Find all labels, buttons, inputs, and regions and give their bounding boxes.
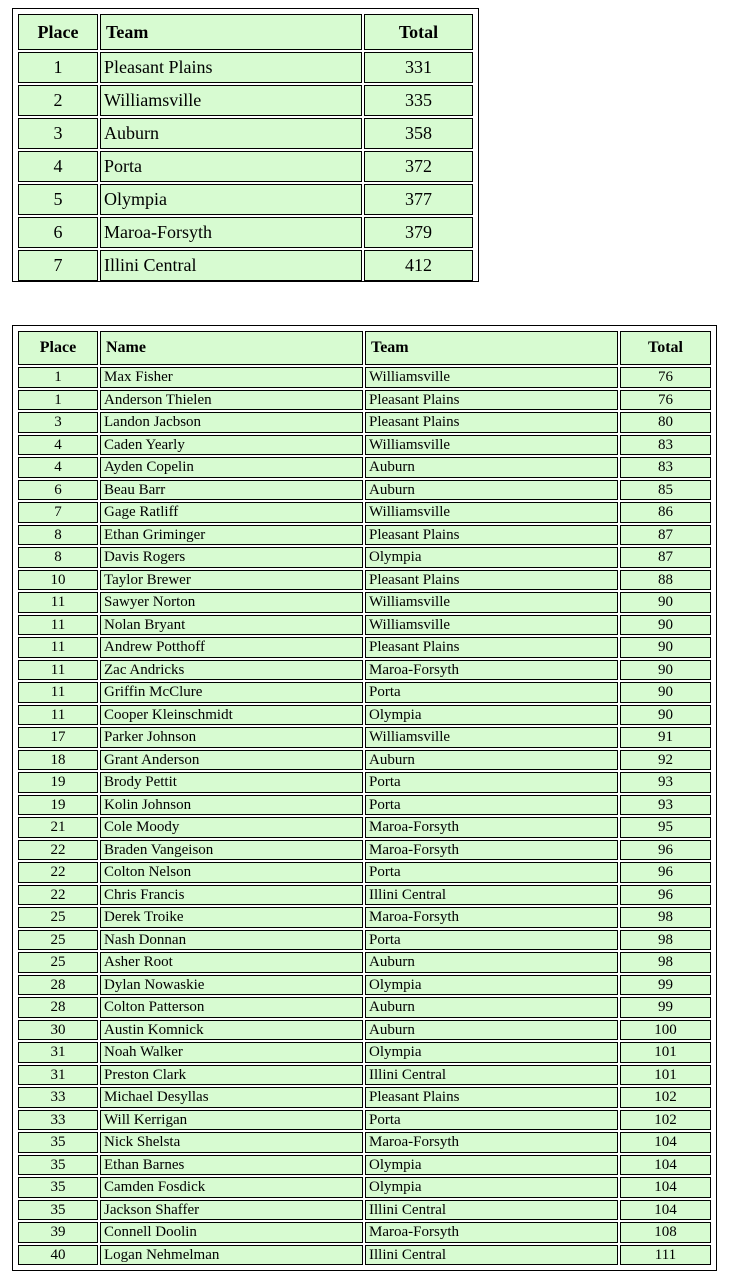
individual-team-cell: Pleasant Plains <box>365 525 618 546</box>
individual-total-cell: 102 <box>620 1087 711 1108</box>
individual-name-cell: Anderson Thielen <box>100 390 363 411</box>
individual-total-cell: 96 <box>620 840 711 861</box>
individual-team-cell: Porta <box>365 862 618 883</box>
individual-place-cell: 33 <box>18 1110 98 1131</box>
individual-name-cell: Caden Yearly <box>100 435 363 456</box>
individual-row <box>18 1065 711 1086</box>
individual-row <box>18 997 711 1018</box>
individual-name-cell: Michael Desyllas <box>100 1087 363 1108</box>
individual-total-cell: 80 <box>620 412 711 433</box>
individual-name-cell: Nash Donnan <box>100 930 363 951</box>
individual-team-cell: Illini Central <box>365 1200 618 1221</box>
individual-name-cell: Davis Rogers <box>100 547 363 568</box>
individual-place-cell: 25 <box>18 952 98 973</box>
individual-row <box>18 660 711 681</box>
individual-total-cell: 86 <box>620 502 711 523</box>
individual-team-cell: Williamsville <box>365 435 618 456</box>
individual-total-cell: 99 <box>620 975 711 996</box>
individual-place-cell: 31 <box>18 1042 98 1063</box>
individual-place-cell: 8 <box>18 525 98 546</box>
individual-total-cell: 87 <box>620 525 711 546</box>
individual-name-cell: Connell Doolin <box>100 1222 363 1243</box>
individual-results-table-frame <box>12 325 717 1271</box>
individual-row <box>18 772 711 793</box>
individual-name-cell: Nick Shelsta <box>100 1132 363 1153</box>
individual-place-cell: 1 <box>18 390 98 411</box>
team-place-cell: 2 <box>18 85 98 116</box>
individual-row <box>18 637 711 658</box>
individual-row <box>18 750 711 771</box>
individual-place-cell: 11 <box>18 682 98 703</box>
individual-name-cell: Dylan Nowaskie <box>100 975 363 996</box>
individual-name-cell: Chris Francis <box>100 885 363 906</box>
individual-place-cell: 28 <box>18 975 98 996</box>
individual-row <box>18 1110 711 1131</box>
individual-name-cell: Max Fisher <box>100 367 363 388</box>
individual-name-cell: Ethan Barnes <box>100 1155 363 1176</box>
individual-name-cell: Zac Andricks <box>100 660 363 681</box>
individual-name-cell: Sawyer Norton <box>100 592 363 613</box>
team-row <box>18 85 473 116</box>
team-total-cell: 412 <box>364 250 473 281</box>
team-row <box>18 52 473 83</box>
individual-total-cell: 96 <box>620 862 711 883</box>
individual-row <box>18 1245 711 1266</box>
individual-place-cell: 22 <box>18 840 98 861</box>
individual-place-cell: 7 <box>18 502 98 523</box>
team-place-cell: 1 <box>18 52 98 83</box>
individual-team-cell: Pleasant Plains <box>365 412 618 433</box>
individual-place-cell: 22 <box>18 862 98 883</box>
individual-team-cell: Olympia <box>365 1042 618 1063</box>
individual-team-cell: Auburn <box>365 750 618 771</box>
individual-total-cell: 76 <box>620 390 711 411</box>
individual-team-cell: Auburn <box>365 997 618 1018</box>
team-results-table-frame <box>12 8 479 282</box>
individual-place-cell: 25 <box>18 907 98 928</box>
individual-name-cell: Brody Pettit <box>100 772 363 793</box>
individual-row <box>18 1020 711 1041</box>
team-row <box>18 151 473 182</box>
individual-team-cell: Porta <box>365 930 618 951</box>
individual-total-cell: 95 <box>620 817 711 838</box>
individual-place-cell: 40 <box>18 1245 98 1266</box>
individual-row <box>18 615 711 636</box>
individual-row <box>18 1200 711 1221</box>
individual-header-total: Total <box>620 331 711 365</box>
individual-total-cell: 93 <box>620 772 711 793</box>
individual-row <box>18 885 711 906</box>
individual-team-cell: Olympia <box>365 975 618 996</box>
individual-place-cell: 6 <box>18 480 98 501</box>
individual-row <box>18 502 711 523</box>
individual-name-cell: Noah Walker <box>100 1042 363 1063</box>
individual-row <box>18 975 711 996</box>
individual-team-cell: Williamsville <box>365 615 618 636</box>
team-name-cell: Williamsville <box>100 85 362 116</box>
team-row <box>18 184 473 215</box>
individual-place-cell: 19 <box>18 795 98 816</box>
individual-results-table <box>16 329 713 1267</box>
individual-name-cell: Derek Troike <box>100 907 363 928</box>
individual-name-cell: Cole Moody <box>100 817 363 838</box>
individual-place-cell: 10 <box>18 570 98 591</box>
individual-team-cell: Auburn <box>365 457 618 478</box>
individual-total-cell: 108 <box>620 1222 711 1243</box>
individual-team-cell: Maroa-Forsyth <box>365 1222 618 1243</box>
individual-place-cell: 25 <box>18 930 98 951</box>
individual-row <box>18 480 711 501</box>
team-place-cell: 3 <box>18 118 98 149</box>
team-header-total: Total <box>364 14 473 50</box>
individual-team-cell: Olympia <box>365 1155 618 1176</box>
individual-team-cell: Maroa-Forsyth <box>365 817 618 838</box>
individual-row <box>18 547 711 568</box>
individual-row <box>18 570 711 591</box>
team-total-cell: 335 <box>364 85 473 116</box>
individual-place-cell: 33 <box>18 1087 98 1108</box>
individual-team-cell: Pleasant Plains <box>365 637 618 658</box>
individual-team-cell: Auburn <box>365 1020 618 1041</box>
individual-row <box>18 412 711 433</box>
individual-total-cell: 104 <box>620 1155 711 1176</box>
individual-row <box>18 727 711 748</box>
individual-total-cell: 92 <box>620 750 711 771</box>
individual-total-cell: 98 <box>620 930 711 951</box>
individual-total-cell: 96 <box>620 885 711 906</box>
individual-team-cell: Illini Central <box>365 1245 618 1266</box>
individual-name-cell: Braden Vangeison <box>100 840 363 861</box>
individual-name-cell: Parker Johnson <box>100 727 363 748</box>
team-place-cell: 5 <box>18 184 98 215</box>
team-name-cell: Maroa-Forsyth <box>100 217 362 248</box>
team-place-cell: 4 <box>18 151 98 182</box>
individual-name-cell: Beau Barr <box>100 480 363 501</box>
individual-header-name: Name <box>100 331 363 365</box>
individual-team-cell: Williamsville <box>365 592 618 613</box>
team-total-cell: 372 <box>364 151 473 182</box>
individual-place-cell: 22 <box>18 885 98 906</box>
individual-name-cell: Kolin Johnson <box>100 795 363 816</box>
individual-total-cell: 91 <box>620 727 711 748</box>
individual-header-place: Place <box>18 331 98 365</box>
individual-place-cell: 4 <box>18 435 98 456</box>
individual-place-cell: 11 <box>18 592 98 613</box>
team-name-cell: Illini Central <box>100 250 362 281</box>
individual-name-cell: Colton Patterson <box>100 997 363 1018</box>
individual-place-cell: 18 <box>18 750 98 771</box>
individual-total-cell: 93 <box>620 795 711 816</box>
team-row <box>18 217 473 248</box>
team-header-place: Place <box>18 14 98 50</box>
individual-row <box>18 525 711 546</box>
individual-row <box>18 862 711 883</box>
individual-total-cell: 83 <box>620 435 711 456</box>
individual-team-cell: Williamsville <box>365 502 618 523</box>
team-header-team: Team <box>100 14 362 50</box>
individual-total-cell: 101 <box>620 1065 711 1086</box>
individual-place-cell: 17 <box>18 727 98 748</box>
individual-place-cell: 31 <box>18 1065 98 1086</box>
individual-name-cell: Ayden Copelin <box>100 457 363 478</box>
individual-team-cell: Williamsville <box>365 727 618 748</box>
individual-place-cell: 11 <box>18 637 98 658</box>
individual-total-cell: 104 <box>620 1132 711 1153</box>
individual-total-cell: 99 <box>620 997 711 1018</box>
individual-total-cell: 90 <box>620 660 711 681</box>
team-header-row <box>18 14 473 50</box>
individual-total-cell: 87 <box>620 547 711 568</box>
individual-team-cell: Maroa-Forsyth <box>365 660 618 681</box>
individual-row <box>18 907 711 928</box>
individual-team-cell: Porta <box>365 795 618 816</box>
individual-team-cell: Illini Central <box>365 885 618 906</box>
individual-team-cell: Pleasant Plains <box>365 570 618 591</box>
individual-name-cell: Camden Fosdick <box>100 1177 363 1198</box>
individual-total-cell: 90 <box>620 682 711 703</box>
individual-team-cell: Pleasant Plains <box>365 390 618 411</box>
individual-row <box>18 367 711 388</box>
individual-row <box>18 682 711 703</box>
individual-place-cell: 39 <box>18 1222 98 1243</box>
individual-total-cell: 90 <box>620 637 711 658</box>
individual-row <box>18 592 711 613</box>
individual-name-cell: Landon Jacbson <box>100 412 363 433</box>
individual-row <box>18 795 711 816</box>
individual-place-cell: 11 <box>18 615 98 636</box>
individual-total-cell: 100 <box>620 1020 711 1041</box>
individual-total-cell: 111 <box>620 1245 711 1266</box>
team-name-cell: Porta <box>100 151 362 182</box>
individual-team-cell: Williamsville <box>365 367 618 388</box>
individual-team-cell: Illini Central <box>365 1065 618 1086</box>
individual-place-cell: 3 <box>18 412 98 433</box>
individual-place-cell: 30 <box>18 1020 98 1041</box>
team-total-cell: 377 <box>364 184 473 215</box>
individual-row <box>18 817 711 838</box>
individual-team-cell: Porta <box>365 1110 618 1131</box>
individual-row <box>18 457 711 478</box>
individual-total-cell: 85 <box>620 480 711 501</box>
individual-team-cell: Olympia <box>365 1177 618 1198</box>
individual-name-cell: Logan Nehmelman <box>100 1245 363 1266</box>
individual-name-cell: Cooper Kleinschmidt <box>100 705 363 726</box>
individual-name-cell: Nolan Bryant <box>100 615 363 636</box>
individual-team-cell: Olympia <box>365 547 618 568</box>
individual-name-cell: Will Kerrigan <box>100 1110 363 1131</box>
individual-team-cell: Olympia <box>365 705 618 726</box>
individual-name-cell: Austin Komnick <box>100 1020 363 1041</box>
individual-name-cell: Grant Anderson <box>100 750 363 771</box>
individual-total-cell: 90 <box>620 592 711 613</box>
team-total-cell: 331 <box>364 52 473 83</box>
individual-total-cell: 104 <box>620 1177 711 1198</box>
individual-place-cell: 28 <box>18 997 98 1018</box>
individual-team-cell: Maroa-Forsyth <box>365 840 618 861</box>
individual-total-cell: 98 <box>620 907 711 928</box>
individual-row <box>18 1177 711 1198</box>
individual-team-cell: Porta <box>365 772 618 793</box>
individual-team-cell: Maroa-Forsyth <box>365 907 618 928</box>
individual-row <box>18 435 711 456</box>
individual-place-cell: 8 <box>18 547 98 568</box>
individual-place-cell: 11 <box>18 705 98 726</box>
individual-place-cell: 11 <box>18 660 98 681</box>
individual-row <box>18 390 711 411</box>
individual-place-cell: 1 <box>18 367 98 388</box>
individual-row <box>18 840 711 861</box>
team-name-cell: Auburn <box>100 118 362 149</box>
individual-total-cell: 83 <box>620 457 711 478</box>
individual-row <box>18 952 711 973</box>
individual-place-cell: 35 <box>18 1200 98 1221</box>
individual-name-cell: Jackson Shaffer <box>100 1200 363 1221</box>
individual-name-cell: Preston Clark <box>100 1065 363 1086</box>
individual-name-cell: Gage Ratliff <box>100 502 363 523</box>
individual-row <box>18 1222 711 1243</box>
individual-place-cell: 19 <box>18 772 98 793</box>
team-total-cell: 358 <box>364 118 473 149</box>
individual-name-cell: Colton Nelson <box>100 862 363 883</box>
individual-name-cell: Ethan Griminger <box>100 525 363 546</box>
individual-place-cell: 35 <box>18 1155 98 1176</box>
team-name-cell: Pleasant Plains <box>100 52 362 83</box>
individual-total-cell: 76 <box>620 367 711 388</box>
individual-team-cell: Pleasant Plains <box>365 1087 618 1108</box>
individual-team-cell: Auburn <box>365 952 618 973</box>
individual-row <box>18 705 711 726</box>
individual-total-cell: 90 <box>620 615 711 636</box>
individual-team-cell: Porta <box>365 682 618 703</box>
team-name-cell: Olympia <box>100 184 362 215</box>
individual-row <box>18 1132 711 1153</box>
individual-row <box>18 1155 711 1176</box>
team-total-cell: 379 <box>364 217 473 248</box>
individual-total-cell: 104 <box>620 1200 711 1221</box>
team-place-cell: 6 <box>18 217 98 248</box>
individual-total-cell: 102 <box>620 1110 711 1131</box>
individual-place-cell: 21 <box>18 817 98 838</box>
individual-row <box>18 1087 711 1108</box>
individual-name-cell: Asher Root <box>100 952 363 973</box>
individual-total-cell: 101 <box>620 1042 711 1063</box>
individual-name-cell: Griffin McClure <box>100 682 363 703</box>
individual-name-cell: Taylor Brewer <box>100 570 363 591</box>
individual-row <box>18 1042 711 1063</box>
individual-total-cell: 90 <box>620 705 711 726</box>
individual-name-cell: Andrew Potthoff <box>100 637 363 658</box>
individual-place-cell: 35 <box>18 1177 98 1198</box>
individual-team-cell: Auburn <box>365 480 618 501</box>
individual-total-cell: 98 <box>620 952 711 973</box>
individual-place-cell: 35 <box>18 1132 98 1153</box>
team-place-cell: 7 <box>18 250 98 281</box>
team-row <box>18 250 473 281</box>
individual-place-cell: 4 <box>18 457 98 478</box>
individual-team-cell: Maroa-Forsyth <box>365 1132 618 1153</box>
team-results-table <box>16 12 475 283</box>
individual-header-team: Team <box>365 331 618 365</box>
individual-row <box>18 930 711 951</box>
team-row <box>18 118 473 149</box>
individual-header-row <box>18 331 711 365</box>
individual-total-cell: 88 <box>620 570 711 591</box>
